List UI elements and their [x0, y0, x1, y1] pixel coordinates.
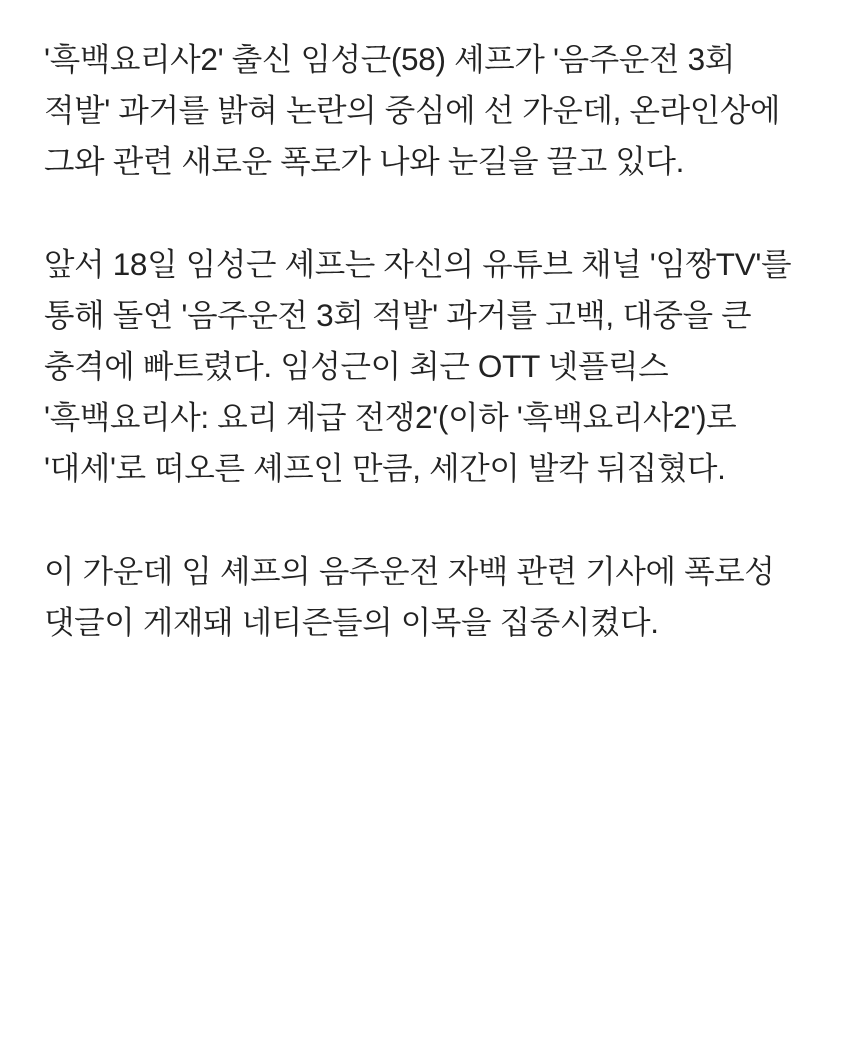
- article-paragraph-1: '흑백요리사2' 출신 임성근(58) 셰프가 '음주운전 3회 적발' 과거를 밝혀 논란의 중심에 선 가운데, 온라인상에 그와 관련 새로운 폭로가 나와 눈길을 끌고 있다.: [44, 41, 781, 180]
- article-paragraph-3: 이 가운데 임 셰프의 음주운전 자백 관련 기사에 폭로성 댓글이 게재돼 네티즌들의 이목을 집중시켰다.: [44, 553, 775, 641]
- article-paragraph-2: 앞서 18일 임성근 셰프는 자신의 유튜브 채널 '임짱TV'를 통해 돌연 '음주운전 3회 적발' 과거를 고백, 대중을 큰 충격에 빠트렸다. 임성근이 최근 OTT 넷플릭스 '흑백요리사: 요리 계급 전쟁2'(이하 '흑백요리사2')로 '대세'로 떠오른 셰프인 만큼, 세간이 발칵 뒤집혔다.: [44, 246, 792, 487]
- article-body: [44, 34, 794, 648]
